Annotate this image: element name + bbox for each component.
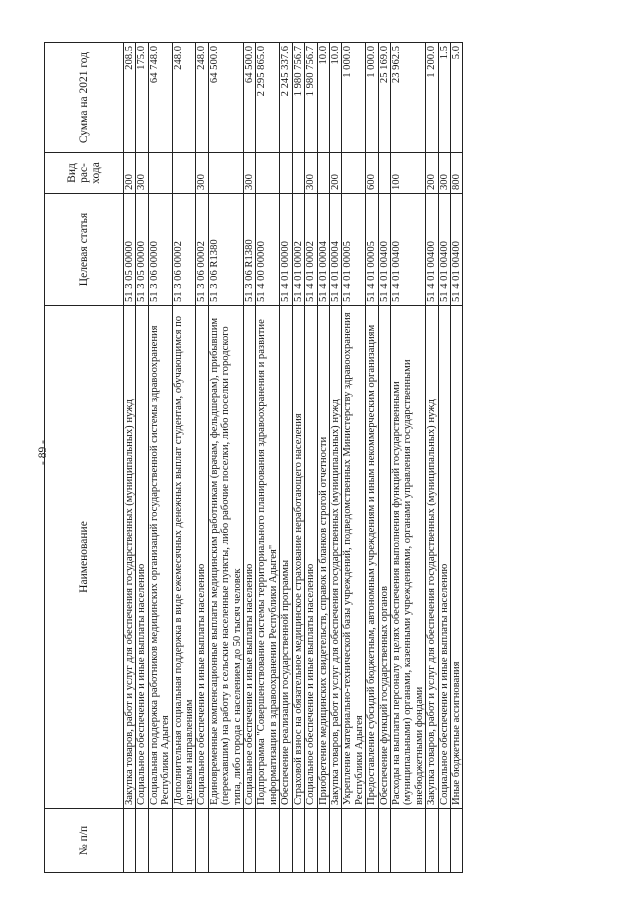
row-name-cell: Укрепление материально-технической базы учреждений, подведомственных Министерству здравоохранения Республики Адыгея	[342, 306, 366, 809]
row-kind-cell: 300	[196, 153, 208, 194]
row-code-cell: 51 4 01 00400	[450, 194, 462, 306]
row-number-cell	[244, 809, 256, 873]
row-number-cell	[292, 809, 304, 873]
row-number-cell	[378, 809, 390, 873]
row-name-cell: Дополнительная социальная поддержка в виде ежемесячных денежных выплат студентам, обучающимся по целевым направлениям	[172, 306, 196, 809]
row-kind-cell: 200	[124, 153, 136, 194]
row-sum-cell: 1 980 756.7	[292, 43, 304, 153]
row-number-cell	[342, 809, 366, 873]
row-code-cell: 51 4 00 00000	[256, 194, 280, 306]
row-sum-cell: 1 980 756.7	[305, 43, 317, 153]
table-row	[426, 43, 438, 873]
row-code-cell: 51 3 05 00000	[136, 194, 148, 306]
row-code-cell: 51 4 01 00400	[426, 194, 438, 306]
table-row	[390, 43, 425, 873]
row-code-cell: 51 4 01 00400	[378, 194, 390, 306]
row-number-cell	[329, 809, 341, 873]
row-name-cell: Закупка товаров, работ и услуг для обеспечения государственных (муниципальных) нужд	[426, 306, 438, 809]
row-code-cell: 51 3 06 R1380	[208, 194, 243, 306]
row-name-cell: Социальное обеспечение и иные выплаты населению	[196, 306, 208, 809]
table-row	[317, 43, 329, 873]
row-sum-cell: 2 245 337.6	[280, 43, 292, 153]
table-row	[148, 43, 172, 873]
table-row	[244, 43, 256, 873]
row-number-cell	[196, 809, 208, 873]
table-row	[378, 43, 390, 873]
row-code-cell: 51 3 06 00000	[148, 194, 172, 306]
row-kind-cell	[208, 153, 243, 194]
table-row	[342, 43, 366, 873]
page-number: - 89 -	[37, 440, 49, 465]
header-num: № п/п	[45, 809, 124, 873]
table-row	[196, 43, 208, 873]
table-row	[136, 43, 148, 873]
row-kind-cell: 200	[329, 153, 341, 194]
row-sum-cell: 208.5	[124, 43, 136, 153]
row-sum-cell: 1.5	[438, 43, 450, 153]
row-name-cell: Социальное обеспечение и иные выплаты населению	[244, 306, 256, 809]
row-sum-cell: 1 000.0	[342, 43, 366, 153]
table-row	[292, 43, 304, 873]
row-name-cell: Закупка товаров, работ и услуг для обеспечения государственных (муниципальных) нужд	[124, 306, 136, 809]
row-sum-cell: 10.0	[317, 43, 329, 153]
row-name-cell: Страховой взнос на обязательное медицинское страхование неработающего населения	[292, 306, 304, 809]
row-number-cell	[148, 809, 172, 873]
row-kind-cell	[292, 153, 304, 194]
row-number-cell	[124, 809, 136, 873]
row-kind-cell	[256, 153, 280, 194]
row-name-cell: Приобретение медицинских свидетельств, справок и бланков строгой отчетности	[317, 306, 329, 809]
table-row	[450, 43, 462, 873]
row-code-cell: 51 4 01 00002	[305, 194, 317, 306]
row-name-cell: Социальное обеспечение и иные выплаты населению	[305, 306, 317, 809]
row-sum-cell: 248.0	[196, 43, 208, 153]
row-name-cell: Обеспечение реализации государственной программы	[280, 306, 292, 809]
row-code-cell: 51 3 05 00000	[124, 194, 136, 306]
row-sum-cell: 248.0	[172, 43, 196, 153]
row-code-cell: 51 4 01 00002	[292, 194, 304, 306]
row-name-cell: Социальная поддержка работников медицинских организаций государственной системы здравоохранения Республики Адыгея	[148, 306, 172, 809]
row-number-cell	[280, 809, 292, 873]
row-number-cell	[426, 809, 438, 873]
table-row	[280, 43, 292, 873]
row-name-cell: Социальное обеспечение и иные выплаты населению	[438, 306, 450, 809]
table-row	[256, 43, 280, 873]
budget-table	[44, 42, 463, 873]
row-sum-cell: 23 962.5	[390, 43, 425, 153]
row-number-cell	[136, 809, 148, 873]
header-row	[45, 43, 124, 873]
row-sum-cell: 1 200.0	[426, 43, 438, 153]
row-number-cell	[305, 809, 317, 873]
table-row	[208, 43, 243, 873]
row-code-cell: 51 4 01 00004	[329, 194, 341, 306]
row-sum-cell: 10.0	[329, 43, 341, 153]
table-row	[438, 43, 450, 873]
header-name: Наименование	[45, 306, 124, 809]
table-row	[305, 43, 317, 873]
row-kind-cell: 300	[136, 153, 148, 194]
row-number-cell	[450, 809, 462, 873]
row-name-cell: Расходы на выплаты персоналу в целях обеспечения выполнения функций государственными (муниципальными) органами, казенными учреждениями, органами управления государственными внебюджетными фондами	[390, 306, 425, 809]
row-kind-cell: 600	[366, 153, 378, 194]
row-sum-cell: 64 500.0	[244, 43, 256, 153]
row-kind-cell: 100	[390, 153, 425, 194]
row-code-cell: 51 4 01 00005	[342, 194, 366, 306]
row-code-cell: 51 4 01 00400	[390, 194, 425, 306]
row-sum-cell: 2 295 865.0	[256, 43, 280, 153]
row-kind-cell	[342, 153, 366, 194]
row-code-cell: 51 4 01 00000	[280, 194, 292, 306]
table-row	[366, 43, 378, 873]
row-name-cell: Единовременные компенсационные выплаты медицинским работникам (врачам, фельдшерам), прибывшим (переехавшим) на работу в сельские населенные пункты, либо рабочие поселки, либо поселки городского типа, либо города с населением до 50 тысяч человек	[208, 306, 243, 809]
row-kind-cell	[317, 153, 329, 194]
row-name-cell: Предоставление субсидий бюджетным, автономным учреждениям и иным некоммерческим организациям	[366, 306, 378, 809]
header-code: Целевая статья	[45, 194, 124, 306]
header-sum: Сумма на 2021 год	[45, 43, 124, 153]
row-kind-cell: 300	[438, 153, 450, 194]
table-row	[124, 43, 136, 873]
table-row	[329, 43, 341, 873]
row-name-cell: Иные бюджетные ассигнования	[450, 306, 462, 809]
row-code-cell: 51 3 06 00002	[172, 194, 196, 306]
table-row	[172, 43, 196, 873]
row-sum-cell: 25 169.0	[378, 43, 390, 153]
row-code-cell: 51 4 01 00004	[317, 194, 329, 306]
row-kind-cell	[148, 153, 172, 194]
row-number-cell	[390, 809, 425, 873]
row-kind-cell: 800	[450, 153, 462, 194]
row-sum-cell: 175.0	[136, 43, 148, 153]
row-code-cell: 51 3 06 00002	[196, 194, 208, 306]
row-number-cell	[256, 809, 280, 873]
row-code-cell: 51 4 01 00400	[438, 194, 450, 306]
row-number-cell	[208, 809, 243, 873]
row-kind-cell	[280, 153, 292, 194]
row-name-cell: Подпрограмма "Совершенствование системы территориального планирования здравоохранения и развитие информатизации в здравоохранении Республики Адыгея"	[256, 306, 280, 809]
row-name-cell: Обеспечение функций государственных органов	[378, 306, 390, 809]
row-name-cell: Закупка товаров, работ и услуг для обеспечения государственных (муниципальных) нужд	[329, 306, 341, 809]
row-kind-cell	[172, 153, 196, 194]
row-number-cell	[317, 809, 329, 873]
row-sum-cell: 64 748.0	[148, 43, 172, 153]
row-number-cell	[172, 809, 196, 873]
row-kind-cell: 300	[244, 153, 256, 194]
row-sum-cell: 1 000.0	[366, 43, 378, 153]
row-name-cell: Социальное обеспечение и иные выплаты населению	[136, 306, 148, 809]
header-kind: Вид рас-хода	[45, 153, 124, 194]
row-code-cell: 51 3 06 R1380	[244, 194, 256, 306]
table-body	[124, 43, 463, 873]
row-sum-cell: 5.0	[450, 43, 462, 153]
row-kind-cell	[378, 153, 390, 194]
row-kind-cell: 200	[426, 153, 438, 194]
row-number-cell	[438, 809, 450, 873]
row-number-cell	[366, 809, 378, 873]
row-kind-cell: 300	[305, 153, 317, 194]
row-sum-cell: 64 500.0	[208, 43, 243, 153]
row-code-cell: 51 4 01 00005	[366, 194, 378, 306]
